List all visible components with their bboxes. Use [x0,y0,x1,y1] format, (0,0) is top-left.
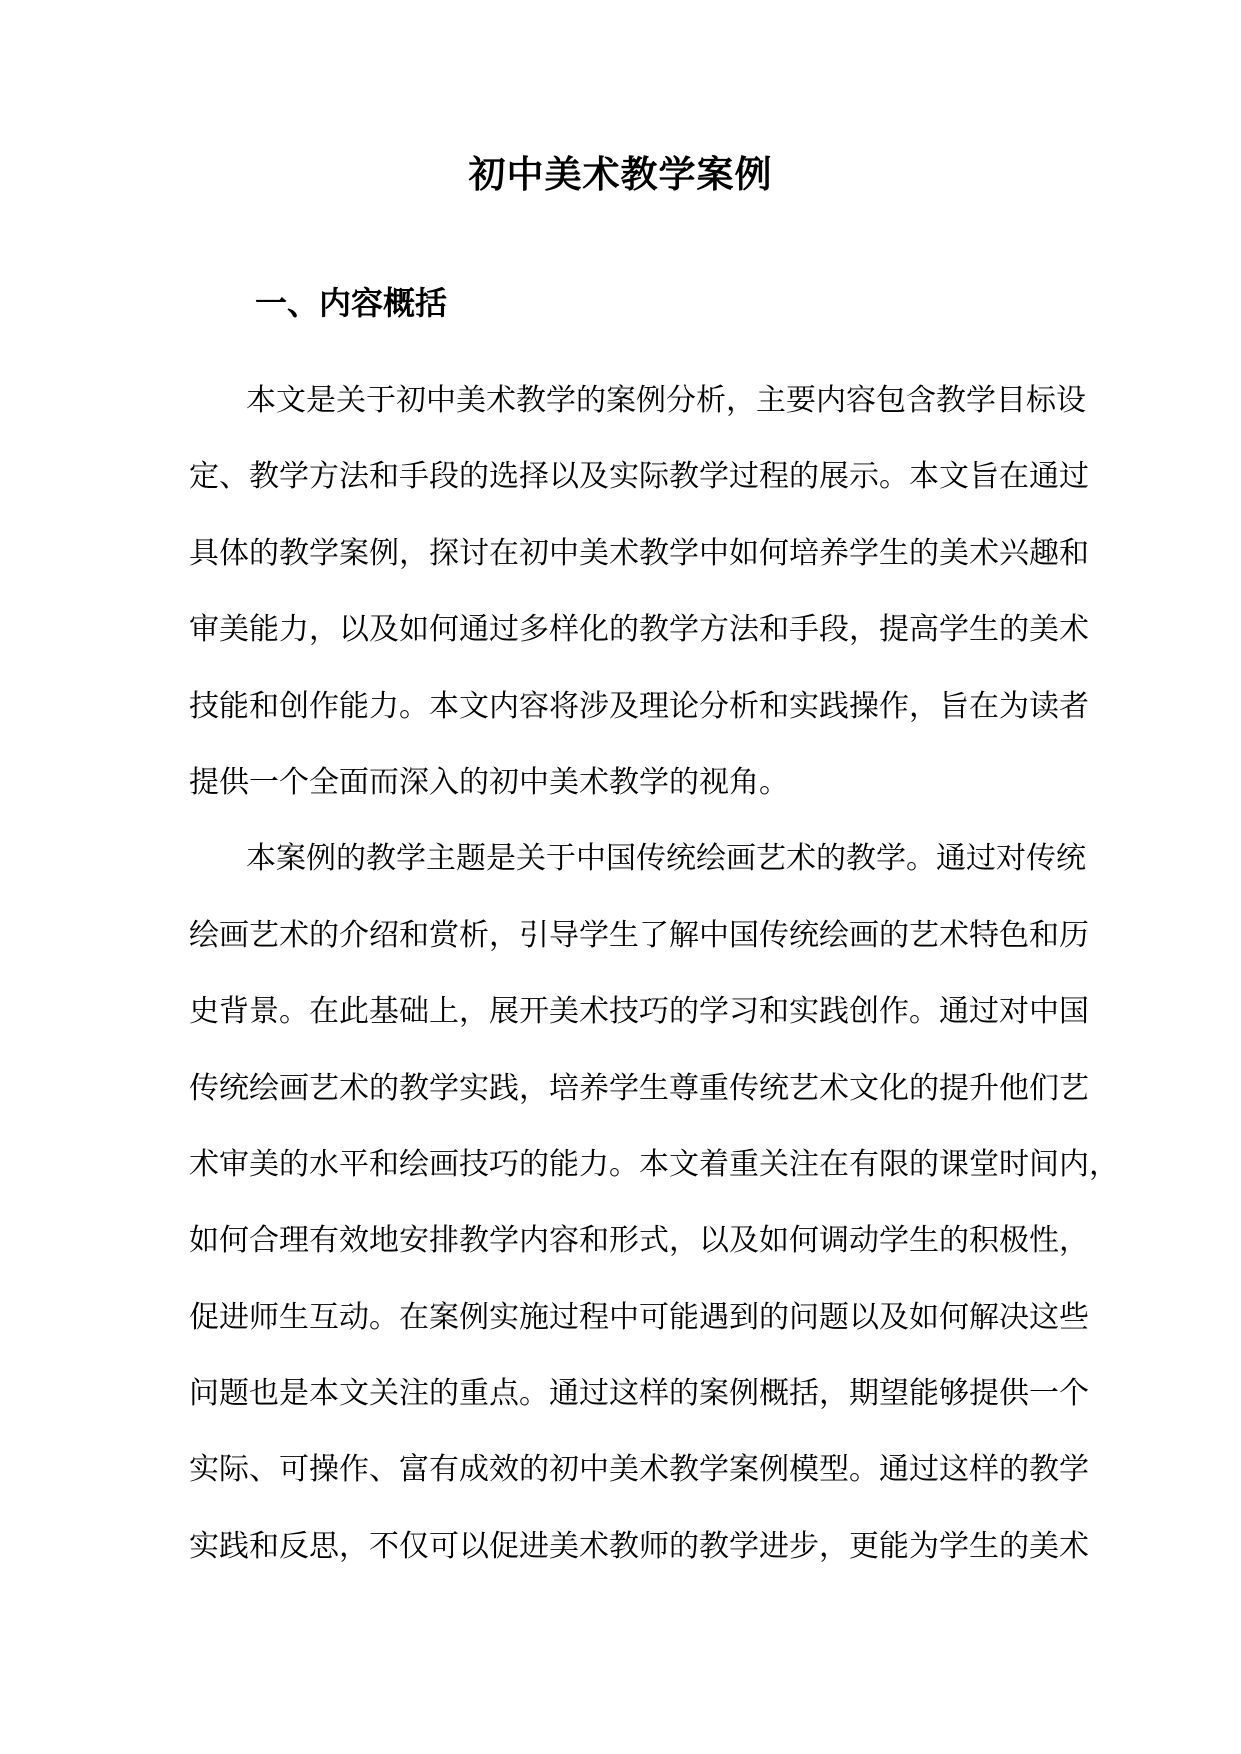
paragraph-1-line-1: 本文是关于初中美术教学的案例分析，主要内容包含教学目标设 [246,383,1086,418]
paragraph-2-line-8: 问题也是本文关注的重点。通过这样的案例概括，期望能够提供一个 [189,1376,1089,1412]
paragraph-1-line-2: 定、教学方法和手段的选择以及实际教学过程的展示。本文旨在通过 [189,459,1089,495]
document-title: 初中美术教学案例 [468,152,773,196]
paragraph-1-line-5: 技能和创作能力。本文内容将涉及理论分析和实践操作，旨在为读者 [189,688,1089,724]
paragraph-1-line-3: 具体的教学案例，探讨在初中美术教学中如何培养学生的美术兴趣和 [189,535,1089,571]
paragraph-2-line-10: 实践和反思，不仅可以促进美术教师的教学进步，更能为学生的美术 [189,1528,1089,1564]
paragraph-2-line-1: 本案例的教学主题是关于中国传统绘画艺术的教学。通过对传统 [246,841,1086,877]
paragraph-2-line-3: 史背景。在此基础上，展开美术技巧的学习和实践创作。通过对中国 [189,994,1089,1030]
paragraph-2-line-7: 促进师生互动。在案例实施过程中可能遇到的问题以及如何解决这些 [189,1299,1089,1335]
paragraph-2-line-4: 传统绘画艺术的教学实践，培养学生尊重传统艺术文化的提升他们艺 [189,1070,1089,1106]
section-heading: 一、内容概括 [255,284,448,322]
paragraph-2-line-9: 实际、可操作、富有成效的初中美术教学案例模型。通过这样的教学 [189,1452,1089,1488]
paragraph-2-line-5: 术审美的水平和绘画技巧的能力。本文着重关注在有限的课堂时间内， [189,1146,1119,1182]
body-text [189,363,1119,1585]
paragraph-1-line-4: 审美能力，以及如何通过多样化的教学方法和手段，提高学生的美术 [189,612,1089,648]
paragraph-2-line-6: 如何合理有效地安排教学内容和形式，以及如何调动学生的积极性， [189,1223,1089,1259]
paragraph-1-line-6: 提供一个全面而深入的初中美术教学的视角。 [189,764,789,800]
paragraph-2-line-2: 绘画艺术的介绍和赏析，引导学生了解中国传统绘画的艺术特色和历 [189,917,1089,953]
